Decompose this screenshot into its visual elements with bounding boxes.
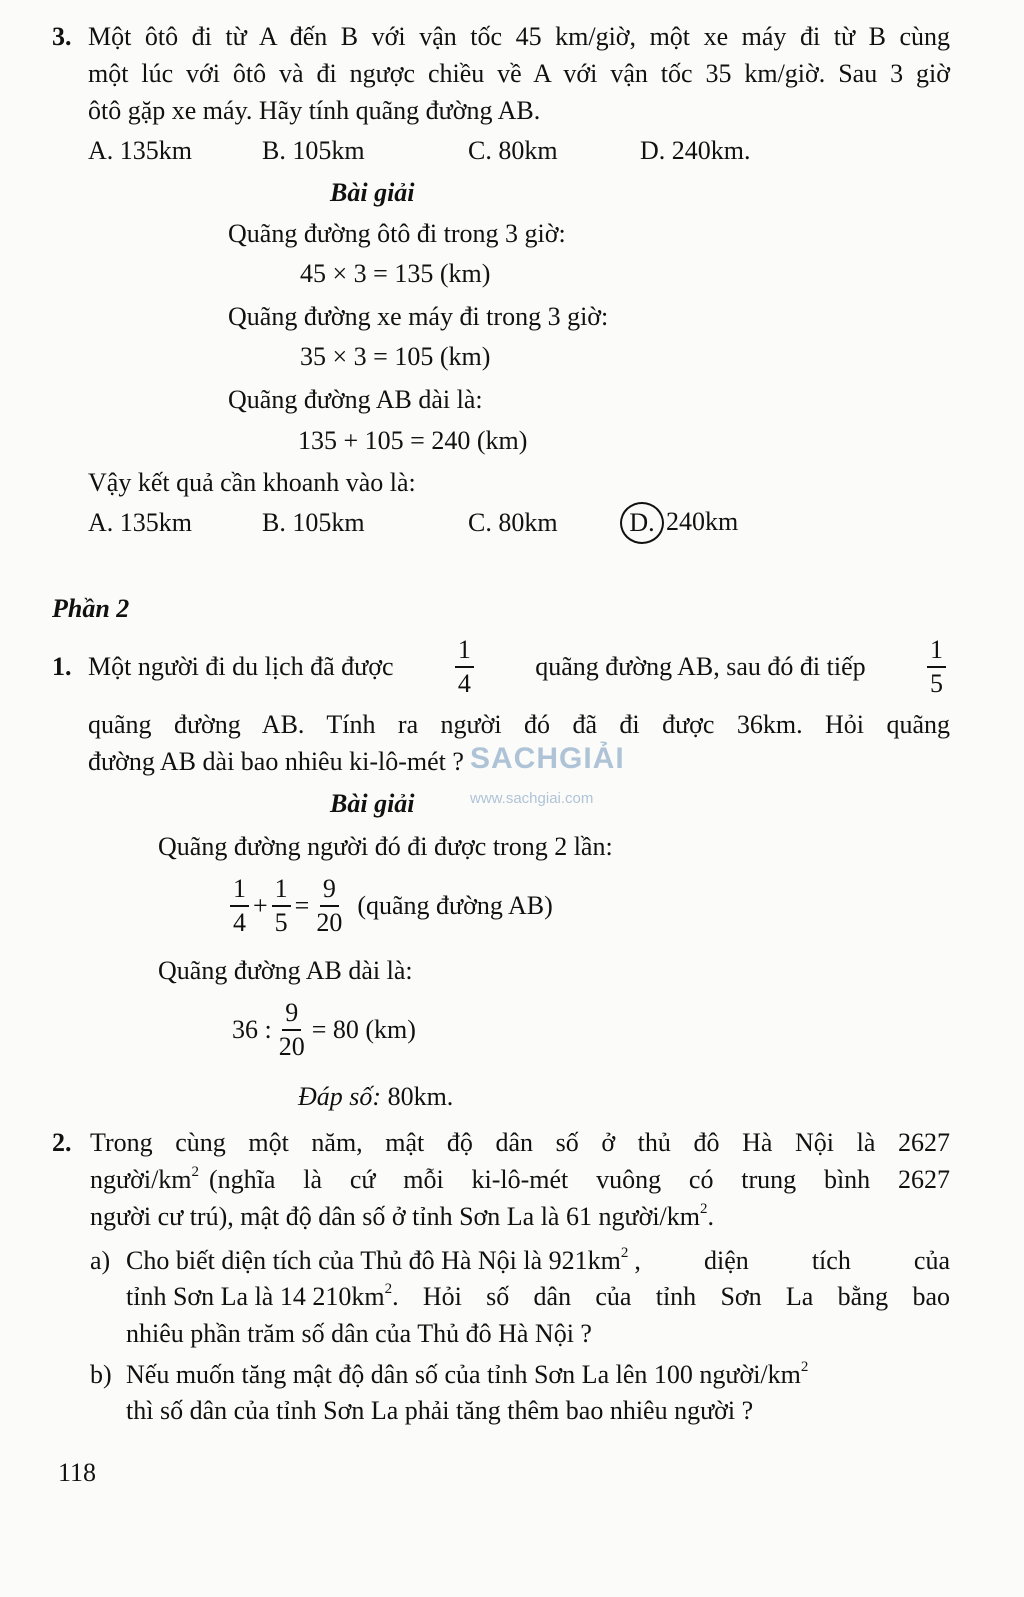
q3-text-line-3: ôtô gặp xe máy. Hãy tính quãng đường AB. bbox=[88, 96, 541, 125]
q3-step-1: Quãng đường ôtô đi trong 3 giờ: bbox=[228, 219, 566, 248]
p2-q2-b-label: b) bbox=[90, 1360, 112, 1389]
p2-q1-equation-2 bbox=[232, 994, 416, 1066]
q3-conclusion: Vậy kết quả cần khoanh vào là: bbox=[88, 468, 416, 497]
p2-q2-line-1: Trong cùng một năm, mật độ dân số ở thủ đô Hà Nội là 2627 bbox=[90, 1128, 950, 1157]
fraction-one-fifth: $\frac{1}{5}$ bbox=[927, 637, 946, 697]
answer-value: 80km. bbox=[387, 1082, 454, 1111]
circled-answer-d: D. bbox=[620, 502, 664, 544]
plus-sign: + bbox=[253, 891, 268, 920]
q3-text-line-1: Một ôtô đi từ A đến B với vận tốc 45 km/giờ, một xe máy đi từ B cùng bbox=[88, 22, 950, 51]
p2-q2-b-line-2: thì số dân của tỉnh Sơn La phải tăng thêm bao nhiêu người ? bbox=[126, 1396, 754, 1425]
eq1-note: (quãng đường AB) bbox=[357, 891, 553, 920]
p2-q1-line-1 bbox=[88, 630, 950, 704]
p2-q1-answer bbox=[298, 1084, 453, 1110]
p2-q1-equation-1 bbox=[226, 870, 553, 942]
p2-q1-solution-title: Bài giải bbox=[330, 789, 415, 818]
p2-q1-line1-b: quãng đường AB, sau đó đi tiếp bbox=[535, 652, 866, 681]
eq2-rhs: = 80 (km) bbox=[311, 1015, 416, 1044]
fraction-one-quarter: $\frac{1}{4}$ bbox=[455, 637, 474, 697]
watermark bbox=[470, 742, 625, 832]
q3-step-2: 45 × 3 = 135 (km) bbox=[300, 259, 491, 288]
q3-answer-d bbox=[626, 502, 738, 544]
q3-option-a: A. 135km bbox=[88, 136, 192, 165]
page-number: 118 bbox=[58, 1458, 97, 1487]
equals-sign: = bbox=[294, 891, 310, 920]
q3-step-6: 135 + 105 = 240 (km) bbox=[298, 426, 528, 455]
answer-label: Đáp số: bbox=[298, 1082, 382, 1111]
p2-q1-line-2: quãng đường AB. Tính ra người đó đã đi được 36km. Hỏi quãng bbox=[88, 710, 950, 739]
q3-answer-b: B. 105km bbox=[262, 508, 365, 537]
q3-option-b: B. 105km bbox=[262, 136, 365, 165]
q3-step-4: 35 × 3 = 105 (km) bbox=[300, 342, 491, 371]
p2-q2-a-line-1: Cho biết diện tích của Thủ đô Hà Nội là $921km^2$ , diện tích của bbox=[126, 1245, 950, 1275]
eq1-fraction-a: $\frac{1}{4}$ bbox=[230, 876, 249, 936]
p2-q2-a-label: a) bbox=[90, 1246, 111, 1275]
q3-option-c: C. 80km bbox=[468, 136, 558, 165]
part2-heading: Phần 2 bbox=[52, 594, 130, 623]
p2-q1-number: 1. bbox=[52, 652, 72, 681]
p2-q1-step-2: Quãng đường AB dài là: bbox=[158, 956, 413, 985]
p2-q2-a-line-2: tỉnh Sơn La là 14 $210km^2$ . Hỏi số dân của tỉnh Sơn La bằng bao bbox=[126, 1281, 950, 1311]
p2-q2-a-line-3: nhiêu phần trăm số dân của Thủ đô Hà Nội ? bbox=[126, 1319, 592, 1348]
p2-q1-line1-a: Một người đi du lịch đã được bbox=[88, 652, 394, 681]
p2-q2-line-2: người/$km^2$ (nghĩa là cứ mỗi ki-lô-mét vuông có trung bình 2627 bbox=[90, 1164, 950, 1194]
eq2-fraction: $\frac{9}{20}$ bbox=[278, 998, 305, 1061]
q3-solution-title: Bài giải bbox=[330, 178, 415, 207]
q3-answer-a: A. 135km bbox=[88, 508, 192, 537]
watermark-url: www.sachgiai.com bbox=[470, 790, 594, 807]
q3-number: 3. bbox=[52, 22, 72, 51]
p2-q2-number: 2. bbox=[52, 1128, 72, 1157]
q3-text-line-2: một lúc với ôtô và đi ngược chiều về A với vận tốc 35 km/giờ. Sau 3 giờ bbox=[88, 59, 950, 88]
eq1-fraction-b: $\frac{1}{5}$ bbox=[272, 876, 291, 936]
p2-q2-line-3: người cư trú), mật độ dân số ở tỉnh Sơn La là 61 người/$km^2$. bbox=[90, 1201, 714, 1231]
eq2-lhs: 36 : bbox=[232, 1015, 272, 1044]
q3-answer-c: C. 80km bbox=[468, 508, 558, 537]
watermark-logo: SACHGIẢI bbox=[470, 742, 625, 775]
p2-q2-b-line-1: Nếu muốn tăng mật độ dân số của tỉnh Sơn La lên 100 người/$km^2$ bbox=[126, 1359, 809, 1389]
q3-option-d: D. 240km. bbox=[640, 136, 751, 165]
p2-q1-line-3: đường AB dài bao nhiêu ki-lô-mét ? bbox=[88, 747, 464, 776]
p2-q1-step-1: Quãng đường người đó đi được trong 2 lần: bbox=[158, 832, 613, 861]
q3-answer-d-value: 240km bbox=[666, 507, 739, 536]
eq1-fraction-result: $\frac{9}{20}$ bbox=[316, 874, 343, 937]
q3-step-3: Quãng đường xe máy đi trong 3 giờ: bbox=[228, 302, 609, 331]
q3-step-5: Quãng đường AB dài là: bbox=[228, 385, 483, 414]
